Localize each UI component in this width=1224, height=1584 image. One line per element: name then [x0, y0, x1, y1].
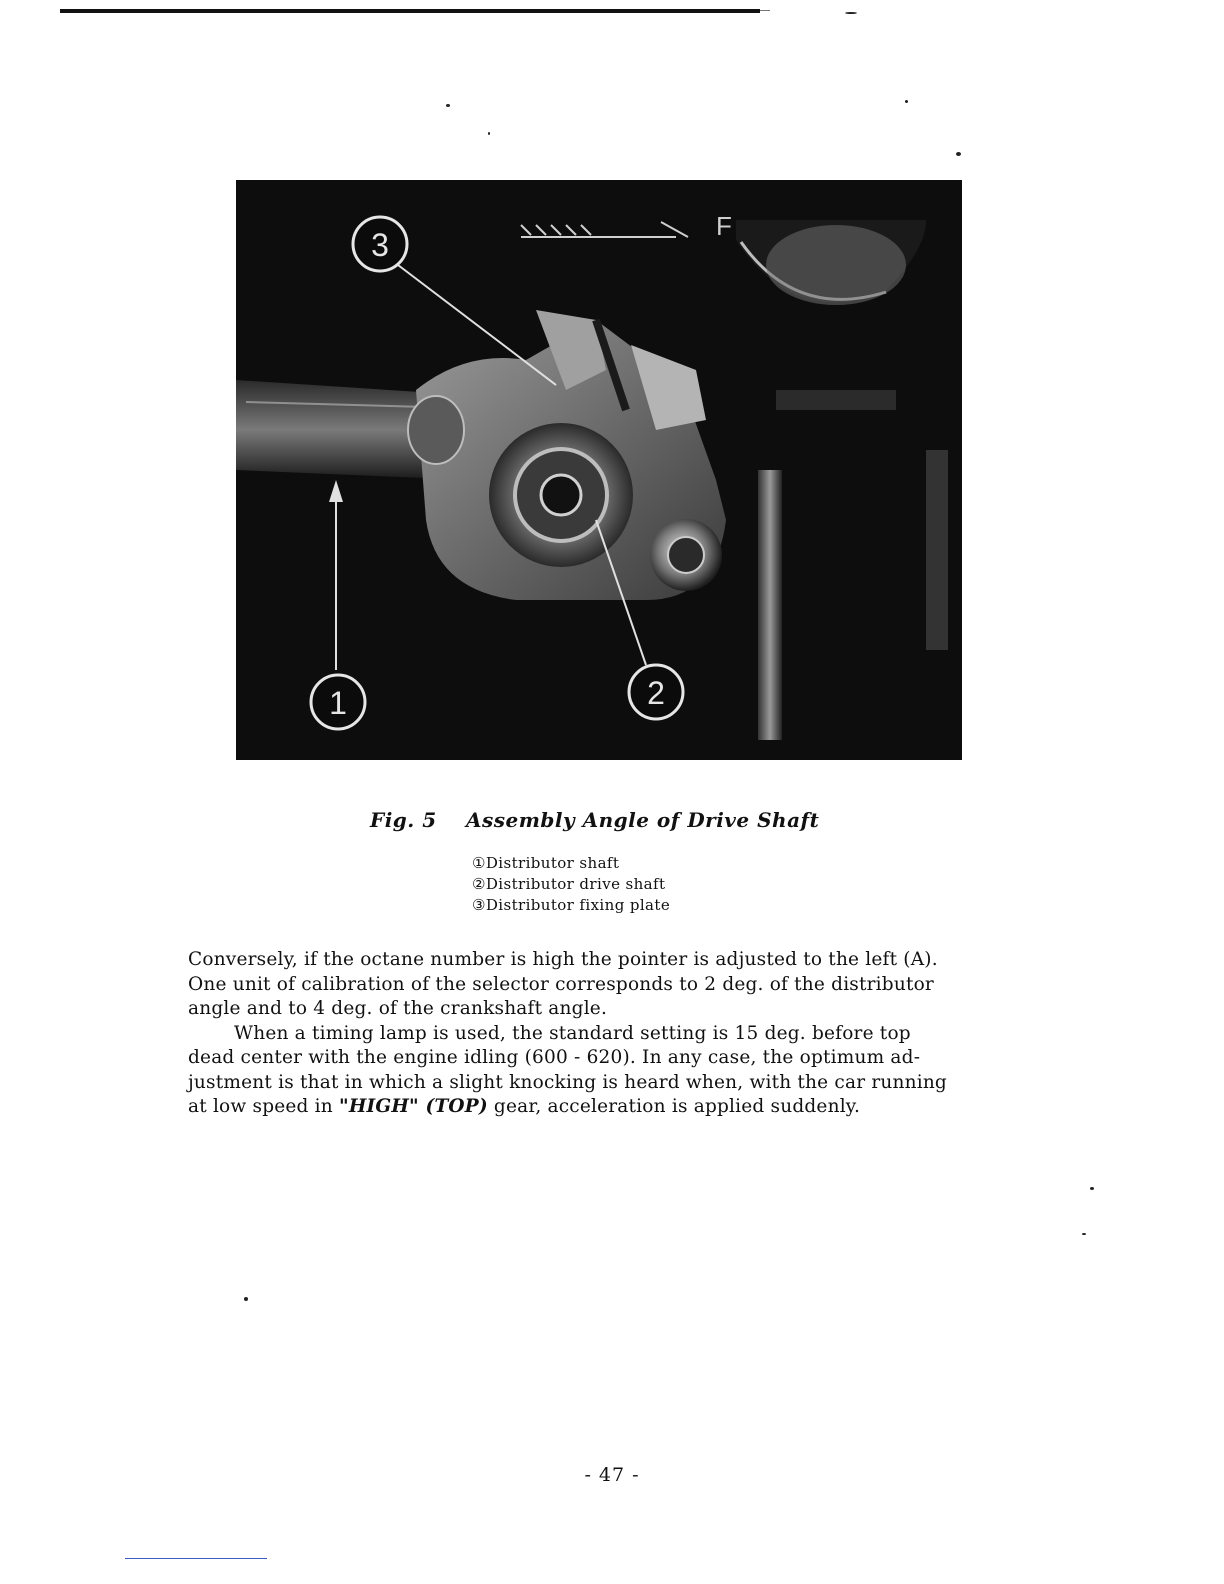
callout-3-label: 3 [371, 227, 389, 263]
callout-2-label: 2 [647, 675, 665, 711]
paragraph [188, 948, 1018, 1022]
gear-emphasis: "HIGH" (TOP) [338, 1096, 488, 1117]
photo-left-bolt [408, 396, 464, 464]
legend-item: ②Distributor drive shaft [472, 875, 666, 893]
text-line: Conversely, if the octane number is high the pointer is adjusted to the left (A). [188, 949, 938, 970]
distributor-photo-drawing [236, 180, 962, 760]
callout-1-label: 1 [329, 685, 347, 721]
callout-3 [353, 217, 407, 271]
photo-marking-letter: F [716, 211, 732, 241]
photo-right-edge-part [926, 450, 948, 650]
top-rule [60, 9, 760, 13]
legend-item: ③Distributor fixing plate [472, 896, 671, 914]
bottom-rule [125, 1558, 267, 1559]
callout-1 [311, 675, 365, 729]
body-text [188, 948, 1018, 1120]
text-run: gear, acceleration is applied suddenly. [487, 1096, 861, 1117]
scan-speck [488, 132, 490, 135]
figure-legend [472, 853, 670, 916]
scan-speck [1082, 1233, 1086, 1235]
text-line: justment is that in which a slight knocking is heard when, with the car running [188, 1071, 947, 1093]
text-line: angle and to 4 deg. of the crankshaft angle. [188, 998, 608, 1019]
legend-item: ①Distributor shaft [472, 854, 620, 872]
distributor-photo [236, 180, 962, 760]
scan-speck [845, 12, 857, 14]
text-run: at low speed in [188, 1096, 339, 1117]
figure-caption [370, 808, 970, 832]
callout-2 [629, 665, 683, 719]
scan-speck [956, 152, 961, 156]
scan-speck [1090, 1187, 1094, 1190]
text-line: One unit of calibration of the selector corresponds to 2 deg. of the distributor [188, 973, 934, 995]
photo-vertical-rod [758, 470, 782, 740]
text-line: When a timing lamp is used, the standard setting is 15 deg. before top [234, 1022, 911, 1044]
text-line: dead center with the engine idling (600 - 620). In any case, the optimum ad- [188, 1047, 921, 1068]
photo-fixing-bolt-center [668, 537, 704, 573]
paragraph [188, 1022, 1018, 1120]
figure-title: Assembly Angle of Drive Shaft [466, 808, 820, 832]
scan-speck [446, 104, 450, 107]
scan-speck [905, 100, 908, 103]
scan-speck [244, 1297, 248, 1301]
page-number: - 47 - [584, 1464, 640, 1486]
photo-background-part [776, 390, 896, 410]
photo-drive-shaft-bore [541, 475, 581, 515]
text-line [188, 1095, 1018, 1120]
figure-number: Fig. 5 [370, 808, 437, 832]
photo-round-housing-highlight [766, 225, 906, 305]
top-rule-extension [760, 10, 770, 11]
